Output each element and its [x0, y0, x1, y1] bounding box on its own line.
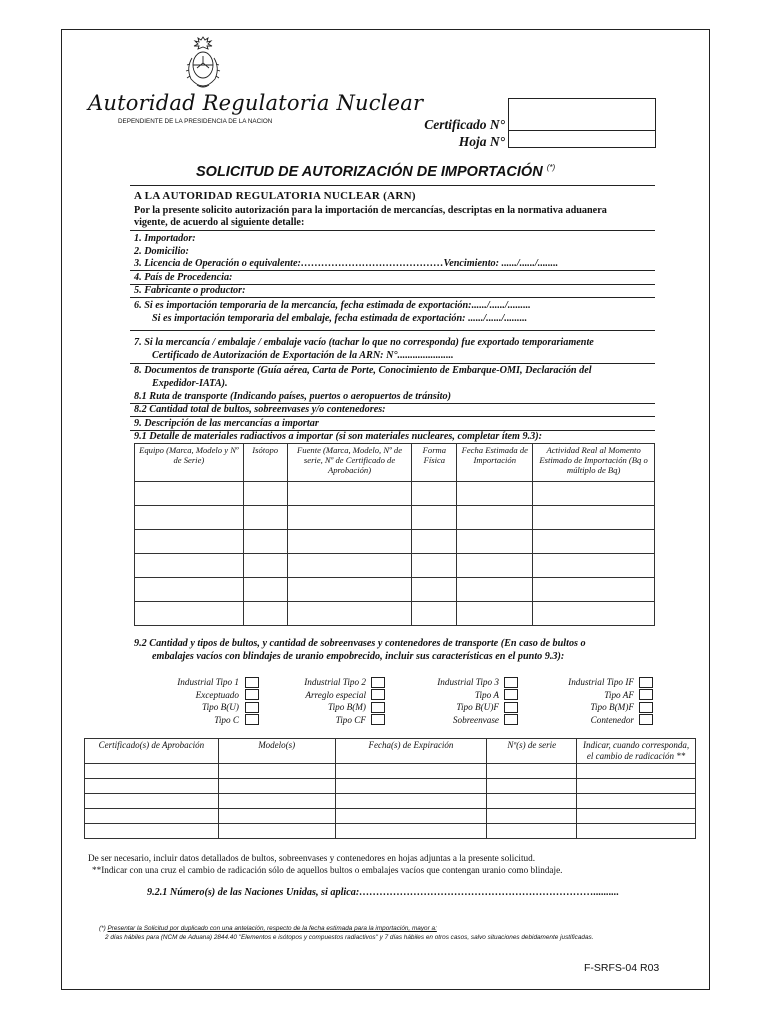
materials-cell[interactable] — [243, 554, 287, 578]
table-row — [135, 554, 655, 578]
materials-cell[interactable] — [533, 554, 655, 578]
materials-cell[interactable] — [457, 602, 533, 626]
certificates-cell[interactable] — [335, 764, 487, 779]
certificates-cell[interactable] — [577, 794, 696, 809]
certificates-table-header — [85, 739, 696, 764]
item-certificado-exportacion[interactable]: Certificado de Autorización de Exportación de la ARN: N°...................... — [152, 350, 454, 361]
intro-text-2: vigente, de acuerdo al siguiente detalle: — [134, 217, 305, 228]
certificates-table — [84, 738, 696, 839]
materials-cell[interactable] — [287, 506, 412, 530]
materials-cell[interactable] — [287, 482, 412, 506]
materials-cell[interactable] — [243, 602, 287, 626]
title-divider — [130, 185, 655, 186]
divider — [130, 270, 655, 271]
materials-cell[interactable] — [533, 530, 655, 554]
item-documentos-2: Expedidor-IATA). — [152, 378, 228, 389]
package-type-label: Tipo A — [474, 689, 499, 700]
footnote-2: 2 días hábiles para (NCM de Aduana) 2844.40 "Elementos e isótopos y compuestos radiactivos" y 7 días hábiles en otros casos, salvo situaciones debidamente justificadas. — [105, 934, 594, 941]
certificates-cell[interactable] — [335, 809, 487, 824]
table-row — [85, 764, 696, 779]
item-temporaria-embalaje[interactable]: Si es importación temporaria del embalaje, fecha estimada de exportación: ....../....../......... — [152, 313, 528, 324]
package-type-checkbox[interactable] — [639, 702, 653, 713]
package-type-label: Tipo B(M)F — [590, 702, 634, 712]
col-modelo: Modelo(s) — [218, 739, 335, 764]
footnote-1-text: Presentar la Solicitud por duplicado con una antelación, respecto de la fecha estimada para la importación, mayor a: — [107, 925, 437, 932]
certificates-cell[interactable] — [577, 824, 696, 839]
addressee: A LA AUTORIDAD REGULATORIA NUCLEAR (ARN) — [134, 190, 416, 202]
col-radicacion: Indicar, cuando corresponda, el cambio de radicación ** — [577, 739, 696, 764]
materials-table-header — [135, 444, 655, 482]
package-type-checkbox[interactable] — [639, 689, 653, 700]
item-descripcion: 9. Descripción de las mercancías a importar — [134, 418, 319, 429]
table-row — [135, 506, 655, 530]
package-type-label: Tipo B(M) — [327, 702, 366, 712]
materials-cell[interactable] — [412, 530, 457, 554]
materials-cell[interactable] — [412, 578, 457, 602]
materials-cell[interactable] — [287, 578, 412, 602]
table-row — [135, 578, 655, 602]
materials-cell[interactable] — [457, 554, 533, 578]
materials-cell[interactable] — [135, 482, 244, 506]
certificates-cell[interactable] — [335, 794, 487, 809]
package-type-label: Sobreenvase — [452, 714, 499, 725]
form-title — [196, 163, 555, 180]
materials-cell[interactable] — [412, 482, 457, 506]
item-naciones-unidas[interactable]: 9.2.1 Número(s) de las Naciones Unidas, si aplica:…………………………………………………………….......... — [147, 887, 620, 898]
note-1: De ser necesario, incluir datos detallados de bultos, sobreenvases y contenedores en hojas adjuntas a la presente solicitud. — [88, 853, 535, 863]
package-type-label: Industrial Tipo 2 — [304, 677, 366, 687]
org-name: Autoridad Regulatoria Nuclear — [88, 91, 424, 115]
divider — [130, 230, 655, 231]
coat-of-arms-icon — [183, 34, 223, 90]
package-type-checkbox[interactable] — [639, 714, 653, 725]
item-importador[interactable]: 1. Importador: — [134, 233, 196, 244]
materials-cell[interactable] — [243, 578, 287, 602]
divider — [130, 363, 655, 364]
package-type-label: Tipo C — [214, 714, 239, 725]
item-licencia[interactable]: 3. Licencia de Operación o equivalente:……………………………………Vencimiento: ....../....../........ — [134, 258, 559, 269]
certificates-cell[interactable] — [577, 809, 696, 824]
item-temporaria-mercancia[interactable]: 6. Si es importación temporaria de la mercancía, fecha estimada de exportación:....../....../......... — [134, 300, 531, 311]
certificates-cell[interactable] — [487, 809, 577, 824]
materials-cell[interactable] — [135, 506, 244, 530]
table-row — [85, 794, 696, 809]
item-documentos[interactable]: 8. Documentos de transporte (Guía aérea, Carta de Porte, Conocimiento de Embarque-OMI, Declaración del — [134, 365, 592, 376]
materials-cell[interactable] — [412, 554, 457, 578]
divider — [130, 297, 655, 298]
section-92-line1: 9.2 Cantidad y tipos de bultos, y cantidad de sobreenvases y contenedores de transporte (En caso de bultos o — [134, 638, 586, 649]
col-equipo: Equipo (Marca, Modelo y Nº de Serie) — [135, 444, 244, 482]
table-row — [135, 482, 655, 506]
certificates-cell[interactable] — [487, 779, 577, 794]
item-ruta[interactable]: 8.1 Ruta de transporte (Indicando países, puertos o aeropuertos de tránsito) — [134, 391, 451, 402]
package-type-label: Industrial Tipo 3 — [437, 677, 499, 687]
materials-cell[interactable] — [457, 530, 533, 554]
package-type-label: Exceptuado — [195, 689, 239, 700]
certificates-cell[interactable] — [85, 764, 219, 779]
materials-cell[interactable] — [457, 482, 533, 506]
certificates-cell[interactable] — [577, 764, 696, 779]
table-row — [85, 824, 696, 839]
col-actividad: Actividad Real al Momento Estimado de Importación (Bq o múltiplo de Bq) — [533, 444, 655, 482]
divider — [130, 330, 655, 331]
package-type-label: Contenedor — [590, 714, 634, 725]
footnote-1 — [99, 925, 437, 932]
col-fuente: Fuente (Marca, Modelo, Nº de serie, Nº de Certificado de Aprobación) — [287, 444, 412, 482]
materials-cell[interactable] — [135, 530, 244, 554]
certificates-cell[interactable] — [85, 794, 219, 809]
materials-cell[interactable] — [533, 602, 655, 626]
certificado-input[interactable] — [508, 98, 656, 131]
materials-cell[interactable] — [243, 530, 287, 554]
footnote-mark: (*) — [99, 925, 106, 932]
materials-cell[interactable] — [412, 602, 457, 626]
item-cantidad-bultos[interactable]: 8.2 Cantidad total de bultos, sobreenvases y/o contenedores: — [134, 404, 386, 415]
form-title-text: SOLICITUD DE AUTORIZACIÓN DE IMPORTACIÓN — [196, 163, 543, 180]
table-row — [135, 602, 655, 626]
item-detalle-materiales: 9.1 Detalle de materiales radiactivos a importar (si son materiales nucleares, completar ítem 9.3): — [134, 431, 543, 442]
materials-cell[interactable] — [135, 578, 244, 602]
certificado-label: Certificado N° — [424, 117, 505, 132]
package-type-label: Industrial Tipo 1 — [177, 677, 239, 687]
col-fecha: Fecha Estimada de Importación — [457, 444, 533, 482]
col-serie: Nº(s) de serie — [487, 739, 577, 764]
materials-cell[interactable] — [243, 506, 287, 530]
certificates-cell[interactable] — [487, 794, 577, 809]
certificates-cell[interactable] — [85, 809, 219, 824]
intro-text-1: Por la presente solicito autorización para la importación de mercancías, descriptas en la normativa aduanera — [134, 205, 607, 216]
section-92-line2: embalajes vacíos con blindajes de uranio empobrecido, incluir sus características en el punto 9.3): — [152, 651, 565, 662]
materials-cell[interactable] — [287, 554, 412, 578]
materials-cell[interactable] — [533, 578, 655, 602]
materials-table — [134, 443, 655, 626]
materials-cell[interactable] — [412, 506, 457, 530]
form-title-mark: (*) — [546, 163, 556, 172]
item-fabricante[interactable]: 5. Fabricante o productor: — [134, 285, 246, 296]
item-exportado[interactable]: 7. Si la mercancía / embalaje / embalaje vacío (tachar lo que no corresponda) fue exportado temporariamente — [134, 337, 594, 348]
col-certificado: Certificado(s) de Aprobación — [85, 739, 219, 764]
materials-cell[interactable] — [287, 530, 412, 554]
note-2: **Indicar con una cruz el cambio de radicación sólo de aquellos bultos o embalajes vacíos que contengan uranio como blindaje. — [92, 865, 563, 875]
divider — [130, 416, 655, 417]
certificates-cell[interactable] — [487, 824, 577, 839]
certificates-cell[interactable] — [218, 764, 335, 779]
certificates-cell[interactable] — [218, 779, 335, 794]
certificates-cell[interactable] — [85, 824, 219, 839]
dependency-text: DEPENDIENTE DE LA PRESIDENCIA DE LA NACION — [118, 118, 273, 125]
materials-cell[interactable] — [287, 602, 412, 626]
certificates-cell[interactable] — [577, 779, 696, 794]
materials-cell[interactable] — [243, 482, 287, 506]
item-pais[interactable]: 4. País de Procedencia: — [134, 272, 233, 283]
table-row — [85, 779, 696, 794]
item-domicilio[interactable]: 2. Domicilio: — [134, 246, 189, 257]
package-type-label: Tipo CF — [335, 714, 366, 725]
materials-cell[interactable] — [457, 506, 533, 530]
materials-cell[interactable] — [135, 602, 244, 626]
col-expiracion: Fecha(s) de Expiración — [335, 739, 487, 764]
package-type-label: Tipo AF — [604, 689, 634, 700]
package-type-label: Arreglo especial — [305, 689, 366, 700]
certificates-cell[interactable] — [335, 779, 487, 794]
materials-cell[interactable] — [457, 578, 533, 602]
certificates-cell[interactable] — [218, 809, 335, 824]
materials-cell[interactable] — [533, 482, 655, 506]
certificates-cell[interactable] — [218, 794, 335, 809]
certificates-cell[interactable] — [85, 779, 219, 794]
package-type-label: Industrial Tipo IF — [568, 677, 634, 687]
hoja-input[interactable] — [508, 130, 656, 148]
form-code: F-SRFS-04 R03 — [584, 962, 660, 974]
materials-cell[interactable] — [135, 554, 244, 578]
materials-cell[interactable] — [533, 506, 655, 530]
table-row — [135, 530, 655, 554]
col-forma: Forma Física — [412, 444, 457, 482]
col-isotopo: Isótopo — [243, 444, 287, 482]
package-type-checkbox[interactable] — [639, 677, 653, 688]
certificates-cell[interactable] — [335, 824, 487, 839]
certificates-cell[interactable] — [218, 824, 335, 839]
package-type-label: Tipo B(U)F — [456, 702, 499, 712]
table-row — [85, 809, 696, 824]
package-type-label: Tipo B(U) — [201, 702, 239, 712]
hoja-label: Hoja N° — [458, 134, 505, 149]
certificates-cell[interactable] — [487, 764, 577, 779]
